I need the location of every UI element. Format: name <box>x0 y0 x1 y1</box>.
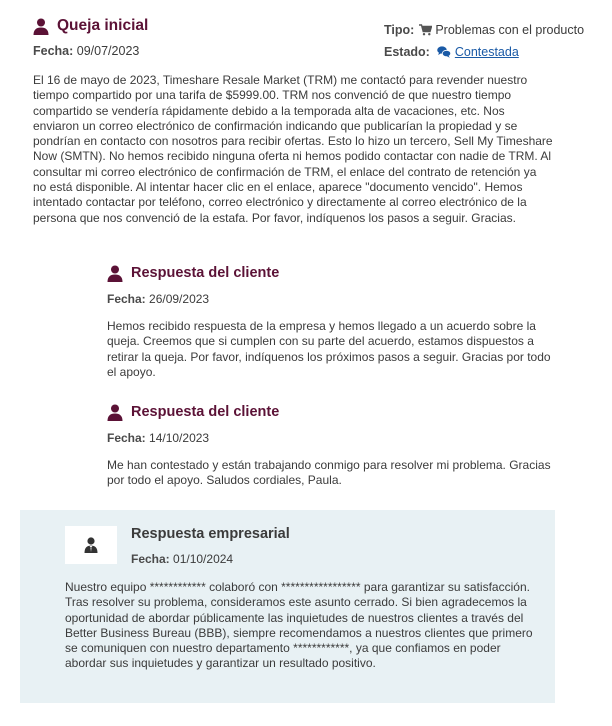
reply-date-row <box>107 292 557 306</box>
date-label: Fecha: <box>33 44 74 58</box>
type-row <box>384 19 584 41</box>
status-row <box>384 41 584 63</box>
customer-reply <box>107 401 557 489</box>
date-label: Fecha: <box>107 292 146 306</box>
status-label: Estado: <box>384 45 430 59</box>
business-date: 01/10/2024 <box>173 552 234 566</box>
person-icon <box>107 265 123 282</box>
type-label: Tipo: <box>384 23 415 37</box>
type-value: Problemas con el producto <box>435 23 585 37</box>
customer-reply <box>107 262 557 380</box>
business-date-row <box>131 552 233 566</box>
reply-title: Respuesta del cliente <box>131 265 280 281</box>
business-logo <box>65 526 117 564</box>
business-response <box>20 510 555 703</box>
business-response-text: Nuestro equipo ************ colaboró con ***************** para garantizar su satisfacción. Tras resolver su problema, consideramos este asunto cerrado. Si bien agradecemos la oportunidad de abordar públicamente las inquietudes de nuestros clientes a través del Better Business Bureau (BBB), siempre recomendamos a nuestros clientes que primero se comuniquen con nuestro departamento ************, ya que confiamos en poder abordar sus inquietudes y garantizar un resultado positivo. <box>65 580 533 671</box>
cart-icon <box>419 24 432 36</box>
reply-date-row <box>107 431 557 445</box>
person-icon <box>107 404 123 421</box>
chat-icon <box>437 46 451 58</box>
initial-date: 09/07/2023 <box>76 44 140 58</box>
complaint-meta <box>384 19 584 63</box>
business-person-icon <box>84 537 98 553</box>
reply-text: Me han contestado y están trabajando conmigo para resolver mi problema. Gracias por todo el apoyo. Saludos cordiales, Paula. <box>107 458 551 488</box>
reply-text: Hemos recibido respuesta de la empresa y hemos llegado a un acuerdo sobre la queja. Creemos que si cumplen con su parte del acuerdo, estamos dispuestos a retirar la queja. Por favor, indíquenos los próximos pasos a seguir. Gracias por todo el apoyo. <box>107 319 551 379</box>
business-response-title: Respuesta empresarial <box>131 526 290 542</box>
initial-complaint-text: El 16 de mayo de 2023, Timeshare Resale Market (TRM) me contactó para revender nuestro tiempo compartido por una tarifa de $5999.00. TRM nos convenció de que nuestro tiempo compartido se vendería rápidamente debido a la temporada alta de vacaciones, etc. Nos enviaron un correo electrónico de confirmación indicando que publicarían la propiedad y se pondrían en contacto con nosotros para recibir ofertas. Esto lo hizo un tercero, Sell My Timeshare Now (SMTN). No hemos recibido ninguna oferta ni hemos podido contactar con nadie de TRM. Al consultar mi correo electrónico de confirmación de TRM, el enlace del contrato de retención ya no está disponible. Al intentar hacer clic en el enlace, aparece "documento vencido". Hemos intentado contactar por teléfono, correo electrónico y directamente al correo electrónico de la persona que nos convenció de la estafa. Por favor, indíquenos los pasos a seguir. Gracias. <box>33 73 553 225</box>
date-label: Fecha: <box>131 552 170 566</box>
reply-title: Respuesta del cliente <box>131 404 280 420</box>
person-icon <box>33 18 49 35</box>
reply-date: 26/09/2023 <box>149 292 210 306</box>
date-label: Fecha: <box>107 431 146 445</box>
page-title: Queja inicial <box>57 17 149 34</box>
status-link[interactable]: Contestada <box>454 45 519 59</box>
reply-date: 14/10/2023 <box>149 431 210 445</box>
